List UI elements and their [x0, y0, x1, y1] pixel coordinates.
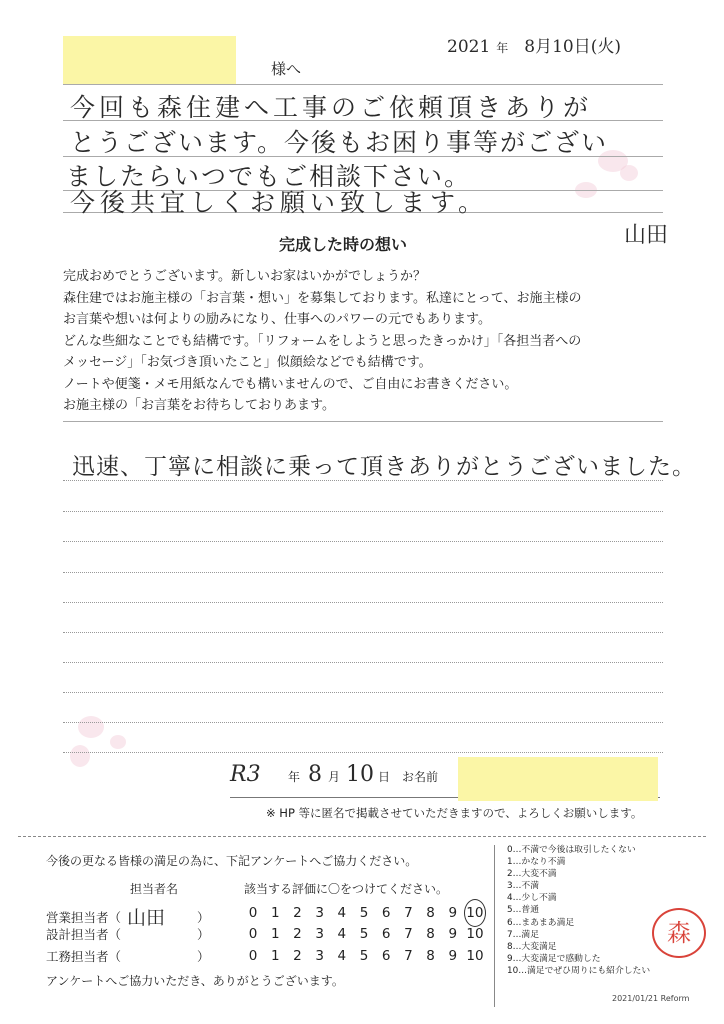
recipient-underline — [63, 84, 663, 85]
header-month-day: 8月10日(火) — [524, 37, 621, 57]
rating-option[interactable]: 4 — [337, 926, 347, 942]
rating-option[interactable]: 6 — [381, 905, 391, 921]
comment-rule — [63, 480, 663, 481]
rating-option[interactable]: 5 — [359, 948, 369, 964]
date-name-line — [230, 762, 438, 787]
legend-item: 2…大変不満 — [507, 869, 557, 880]
survey-intro: 今後の更なる皆様の満足の為に、下記アンケートへご協力ください。 — [46, 854, 418, 868]
rating-option[interactable]: 8 — [426, 905, 435, 921]
rating-option[interactable]: 3 — [315, 948, 324, 964]
legend-item: 3…不満 — [507, 881, 539, 892]
rating-option[interactable]: 3 — [315, 926, 324, 942]
row-close: ） — [197, 949, 210, 964]
section-divider — [18, 836, 706, 837]
rating-option[interactable]: 8 — [426, 926, 435, 942]
legend-separator — [494, 845, 495, 1007]
survey-thanks: アンケートへご協力いただき、ありがとうございます。 — [46, 974, 344, 988]
legend-item: 5…普通 — [507, 905, 539, 916]
rating-option[interactable]: 0 — [248, 926, 258, 942]
rating-option[interactable]: 7 — [404, 926, 413, 942]
date-year-label: 年 — [288, 770, 301, 784]
rating-option[interactable]: 2 — [293, 948, 302, 964]
legend-item: 4…少し不満 — [507, 893, 557, 904]
stamp-text: 森 — [667, 919, 691, 947]
rating-legend — [507, 844, 650, 977]
rating-option[interactable]: 9 — [448, 948, 458, 964]
rating-option[interactable]: 9 — [448, 926, 458, 942]
legend-item: 8…大変満足 — [507, 941, 557, 952]
rating-option[interactable]: 7 — [404, 948, 413, 964]
header-year-unit: 年 — [496, 41, 509, 55]
rating-option[interactable]: 10 — [466, 948, 484, 964]
date-day-label: 日 — [378, 770, 391, 784]
comment-rule — [63, 722, 663, 723]
survey-rating-header: 該当する評価に〇をつけてください。 — [244, 882, 449, 896]
rating-option[interactable]: 5 — [359, 926, 369, 942]
date-era-year: R3 — [230, 762, 261, 787]
survey-row-design — [46, 925, 210, 943]
comment-rule — [63, 692, 663, 693]
row-staff-name: 山田 — [127, 907, 166, 929]
rating-option[interactable]: 5 — [359, 905, 369, 921]
section-title: 完成した時の想い — [279, 235, 408, 254]
approval-stamp — [652, 908, 706, 958]
rating-option-selected[interactable]: 10 — [464, 899, 486, 927]
rating-option[interactable]: 6 — [381, 948, 391, 964]
footer-version: 2021/01/21 Reform — [612, 994, 690, 1003]
message-line-3: ましたらいつでもご相談下さい。 — [66, 162, 472, 191]
instruction-line: 森住建ではお施主様の「お言葉・想い」を募集しております。私達にとって、お施主様の — [63, 290, 582, 306]
instruction-line: お施主様の「お言葉をお待ちしておりあます。 — [63, 398, 335, 413]
legend-item: 1…かなり不満 — [507, 857, 566, 868]
rating-option[interactable]: 2 — [293, 926, 302, 942]
legend-item: 0…不満で今後は取引したくない — [507, 845, 636, 855]
rating-option[interactable]: 9 — [448, 905, 458, 921]
legend-item: 7…満足 — [507, 929, 539, 940]
rating-option[interactable]: 2 — [293, 905, 302, 921]
row-label: 設計担当者（ — [46, 927, 122, 942]
privacy-note: ※ HP 等に匿名で掲載させていただきますので、よろしくお願いします。 — [266, 806, 643, 820]
message-signature: 山田 — [624, 223, 669, 248]
row-label: 工務担当者（ — [46, 949, 122, 964]
rating-option[interactable]: 4 — [337, 948, 347, 964]
legend-item: 6…まあまあ満足 — [507, 917, 575, 928]
survey-row-construction — [46, 947, 210, 965]
rating-option[interactable]: 0 — [248, 948, 258, 964]
comment-rule — [63, 632, 663, 633]
comment-rule — [63, 541, 663, 542]
rating-option[interactable]: 7 — [404, 905, 413, 921]
header-year: 2021 — [447, 37, 491, 57]
header-date — [447, 32, 621, 57]
customer-comment: 迅速、丁寧に相談に乗って頂きありがとうございました。 — [72, 454, 696, 480]
message-line-1: 今回も森住建へ工事のご依頼頂きありが — [70, 93, 593, 122]
comment-rule — [63, 752, 663, 753]
rating-option[interactable]: 6 — [381, 926, 391, 942]
customer-name-redaction — [458, 757, 658, 801]
message-line-4: 今後共宜しくお願い致します。 — [70, 188, 489, 217]
rating-option[interactable]: 1 — [270, 948, 280, 964]
instruction-line: ノートや便箋・メモ用紙なんでも構いませんので、ご自由にお書きください。 — [63, 376, 518, 392]
comment-rule — [63, 662, 663, 663]
row-label: 営業担当者（ — [46, 909, 122, 925]
recipient-suffix: 様へ — [271, 60, 302, 78]
date-month: 8 — [308, 762, 322, 787]
row-close: ） — [197, 909, 210, 925]
legend-item: 9…大変満足で感動した — [507, 953, 601, 964]
survey-staff-header: 担当者名 — [130, 882, 179, 896]
date-month-label: 月 — [328, 770, 341, 784]
rating-option[interactable]: 1 — [270, 905, 280, 921]
comment-rule — [63, 572, 663, 573]
instruction-line: 完成おめでとうございます。新しいお家はいかがでしょうか？ — [63, 269, 426, 284]
message-line-2: とうございます。今後もお困り事等がござい — [70, 128, 609, 157]
instruction-line: どんな些細なことでも結構です。「リフォームをしようと思ったきっかけ」「各担当者への — [63, 333, 582, 349]
rating-option[interactable]: 0 — [248, 905, 258, 921]
comment-rule — [63, 602, 663, 603]
rating-option[interactable]: 8 — [426, 948, 435, 964]
name-label: お名前 — [402, 770, 439, 784]
rating-scale-construction — [242, 948, 486, 964]
rating-option[interactable]: 4 — [337, 905, 347, 921]
instructions — [63, 266, 581, 417]
recipient-name-redaction — [63, 36, 236, 84]
instruction-line: メッセージ」「お気づき頂いたこと」似顔絵などでも結構です。 — [63, 355, 432, 370]
instruction-line: お言葉や想いは何よりの励みになり、仕事へのパワーの元でもあります。 — [63, 312, 491, 327]
row-close: ） — [197, 927, 210, 942]
comment-top-rule — [63, 421, 663, 422]
rating-option[interactable]: 10 — [466, 926, 484, 942]
comment-rule — [63, 511, 663, 512]
date-day: 10 — [346, 762, 374, 787]
rating-scale-sales — [242, 905, 486, 927]
legend-item: 10…満足でぜひ周りにも紹介したい — [507, 965, 651, 976]
rating-option[interactable]: 3 — [315, 905, 324, 921]
rating-scale-design — [242, 926, 486, 942]
rating-option[interactable]: 1 — [270, 926, 280, 942]
